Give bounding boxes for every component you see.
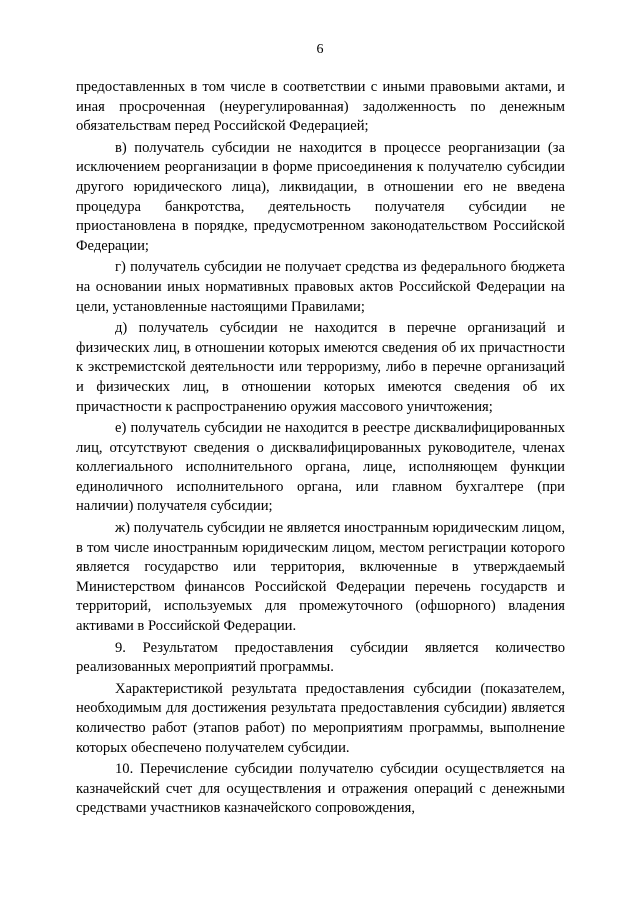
paragraph-item-d: д) получатель субсидии не находится в перечне организаций и физических лиц, в отношении которых имеются сведения об их причастности к экстремистской деятельности или терроризму, либо в перечне организаций и физических лиц, в отношении которых имеются сведения об их причастности к распространению оружия массового уничтожения; — [76, 320, 565, 415]
document-body — [76, 78, 565, 819]
paragraph-point-9: 9. Результатом предоставления субсидии является количество реализованных мероприятий программы. — [76, 639, 565, 676]
paragraph-item-e: е) получатель субсидии не находится в реестре дисквалифицированных лиц, отсутствуют сведения о дисквалифицированных руководителе, членах коллегиального исполнительного органа, лице, исполняющем функции единоличного исполнительного органа, или главном бухгалтере (при наличии) получателя субсидии; — [76, 420, 565, 515]
paragraph-item-g: г) получатель субсидии не получает средства из федерального бюджета на основании иных нормативных правовых актов Российской Федерации на цели, установленные настоящими Правилами; — [76, 259, 565, 315]
paragraph-continuation: предоставленных в том числе в соответствии с иными правовыми актами, и иная просроченная (неурегулированная) задолженность по денежным обязательствам перед Российской Федерацией; — [76, 79, 565, 135]
paragraph-item-v: в) получатель субсидии не находится в процессе реорганизации (за исключением реорганизации в форме присоединения к получателю субсидии другого юридического лица), ликвидации, в отношении его не введена процедура банкротства, деятельность получателя субсидии не приостановлена в порядке, предусмотренном законодательством Российской Федерации; — [76, 139, 565, 254]
paragraph-point-10: 10. Перечисление субсидии получателю субсидии осуществляется на казначейский счет для осуществления и отражения операций с денежными средствами участников казначейского сопровождения, — [76, 761, 565, 817]
paragraph-result-characteristic: Характеристикой результата предоставления субсидии (показателем, необходимым для достижения результата предоставления субсидии) является количество работ (этапов работ) по мероприятиям программы, выполнение которых обеспечено получателем субсидии. — [76, 680, 565, 756]
page-number: 6 — [316, 42, 324, 57]
paragraph-item-zh: ж) получатель субсидии не является иностранным юридическим лицом, в том числе иностранным юридическим лицом, местом регистрации которого является государство или территория, включенные в утверждаемый Министерством финансов Российской Федерации перечень государств и территорий, используемых для промежуточного (офшорного) владения активами в Российской Федерации. — [76, 520, 565, 635]
